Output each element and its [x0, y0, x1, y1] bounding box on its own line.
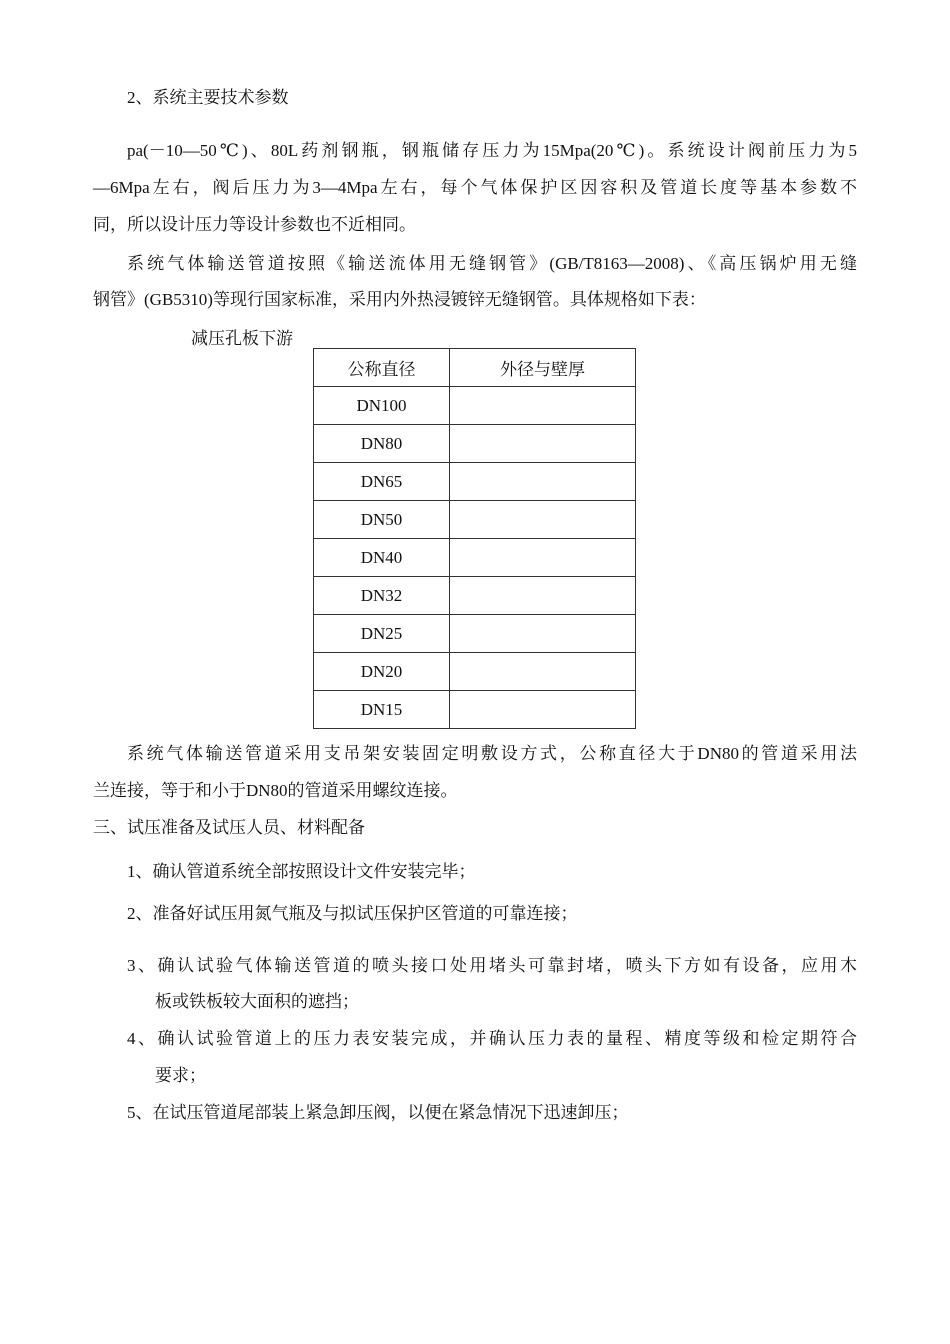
table-cell-od-wall — [450, 615, 636, 653]
pipe-spec-table — [313, 348, 636, 729]
list-item-continuation: 要求； — [155, 1066, 206, 1085]
list-item-continuation: 板或铁板较大面积的遮挡； — [155, 992, 359, 1011]
table-cell-diameter: DN50 — [314, 501, 450, 539]
table-cell-diameter: DN100 — [314, 387, 450, 425]
paragraph-line: 系统气体输送管道按照《输送流体用无缝钢管》(GB/T8163—2008)、《高压锅炉用无缝 — [127, 254, 857, 273]
table-row — [314, 615, 636, 653]
table-cell-diameter: DN65 — [314, 463, 450, 501]
table-cell-od-wall — [450, 425, 636, 463]
paragraph-line: 同，所以设计压力等设计参数也不近相同。 — [93, 215, 416, 234]
paragraph-line: 兰连接，等于和小于DN80的管道采用螺纹连接。 — [93, 781, 458, 800]
table-cell-od-wall — [450, 577, 636, 615]
table-row — [314, 425, 636, 463]
paragraph-line: pa(－10—50℃)、80L药剂钢瓶，钢瓶储存压力为15Mpa(20℃)。系统设计阀前压力为5 — [127, 141, 857, 160]
table-cell-diameter: DN32 — [314, 577, 450, 615]
table-row — [314, 463, 636, 501]
table-row — [314, 387, 636, 425]
table-cell-diameter: DN25 — [314, 615, 450, 653]
table-row — [314, 539, 636, 577]
table-cell-od-wall — [450, 691, 636, 729]
table-cell-od-wall — [450, 463, 636, 501]
table-cell-diameter: DN15 — [314, 691, 450, 729]
table-row — [314, 653, 636, 691]
table-cell-od-wall — [450, 387, 636, 425]
table-row — [314, 691, 636, 729]
paragraph-line: 钢管》(GB5310)等现行国家标准，采用内外热浸镀锌无缝钢管。具体规格如下表： — [93, 290, 706, 309]
list-item: 4、确认试验管道上的压力表安装完成，并确认压力表的量程、精度等级和检定期符合 — [127, 1029, 857, 1048]
table-caption: 减压孔板下游 — [191, 329, 293, 348]
column-header-nominal-diameter: 公称直径 — [314, 349, 450, 387]
table-header-row — [314, 349, 636, 387]
table-cell-diameter: DN20 — [314, 653, 450, 691]
table-cell-diameter: DN40 — [314, 539, 450, 577]
paragraph-line: —6Mpa左右，阀后压力为3—4Mpa左右，每个气体保护区因容积及管道长度等基本参数不 — [93, 178, 857, 197]
list-item: 2、准备好试压用氮气瓶及与拟试压保护区管道的可靠连接； — [127, 904, 578, 923]
table-cell-od-wall — [450, 501, 636, 539]
list-item: 3、确认试验气体输送管道的喷头接口处用堵头可靠封堵，喷头下方如有设备，应用木 — [127, 956, 857, 975]
list-item: 5、在试压管道尾部装上紧急卸压阀，以便在紧急情况下迅速卸压； — [127, 1103, 629, 1122]
table-cell-od-wall — [450, 653, 636, 691]
column-header-od-wall-thickness: 外径与壁厚 — [450, 349, 636, 387]
list-item: 1、确认管道系统全部按照设计文件安装完毕； — [127, 862, 476, 881]
section-2-heading: 2、系统主要技术参数 — [127, 88, 289, 107]
table-cell-diameter: DN80 — [314, 425, 450, 463]
table-row — [314, 577, 636, 615]
paragraph-line: 系统气体输送管道采用支吊架安装固定明敷设方式，公称直径大于DN80的管道采用法 — [127, 744, 857, 763]
table-cell-od-wall — [450, 539, 636, 577]
table-row — [314, 501, 636, 539]
section-3-heading: 三、试压准备及试压人员、材料配备 — [93, 818, 365, 837]
